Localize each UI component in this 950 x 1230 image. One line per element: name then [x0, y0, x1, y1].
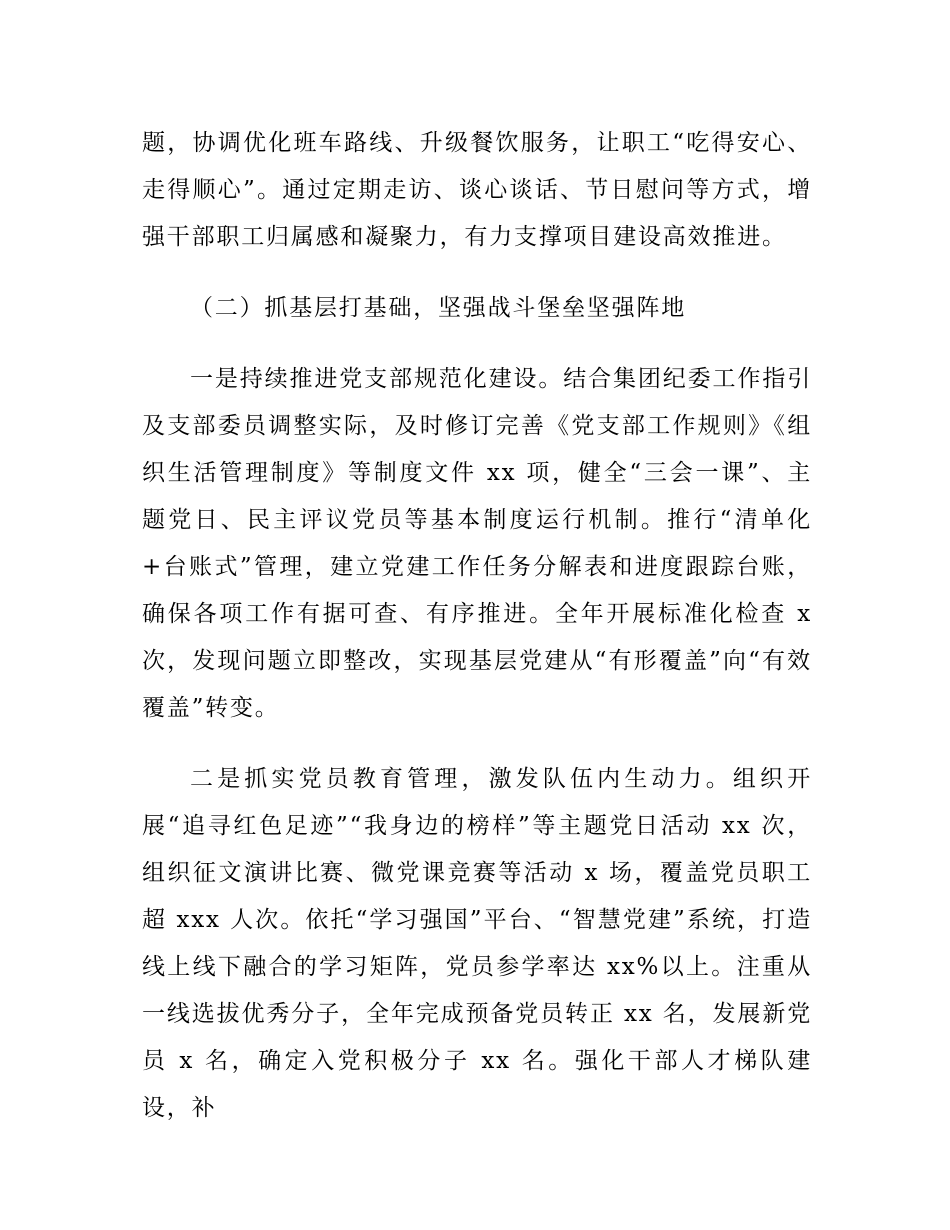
- document-body: [142, 120, 812, 1132]
- paragraph-point-two: 二是抓实党员教育管理，激发队伍内生动力。组织开展“追寻红色足迹”“我身边的榜样”等主题党日活动 xx 次，组织征文演讲比赛、微党课竞赛等活动 x 场，覆盖党员职工超 xxx 人次。依托“学习强国”平台、“智慧党建”系统，打造线上线下融合的学习矩阵，党员参学率达 xx%以上。注重从一线选拔优秀分子，全年完成预备党员转正 xx 名，发展新党员 x 名，确定入党积极分子 xx 名。强化干部人才梯队建设，补: [142, 766, 812, 1121]
- paragraph-continuation: 题，协调优化班车路线、升级餐饮服务，让职工“吃得安心、走得顺心”。通过定期走访、谈心谈话、节日慰问等方式，增强干部职工归属感和凝聚力，有力支撑项目建设高效推进。: [142, 130, 812, 250]
- section-heading: （二）抓基层打基础，坚强战斗堡垒坚强阵地: [190, 295, 686, 321]
- paragraph-point-one: 一是持续推进党支部规范化建设。结合集团纪委工作指引及支部委员调整实际，及时修订完善《党支部工作规则》《组织生活管理制度》等制度文件 xx 项，健全“三会一课”、主题党日、民主评议党员等基本制度运行机制。推行“清单化+台账式”管理，建立党建工作任务分解表和进度跟踪台账，确保各项工作有据可查、有序推进。全年开展标准化检查 x 次，发现问题立即整改，实现基层党建从“有形覆盖”向“有效覆盖”转变。: [142, 366, 812, 721]
